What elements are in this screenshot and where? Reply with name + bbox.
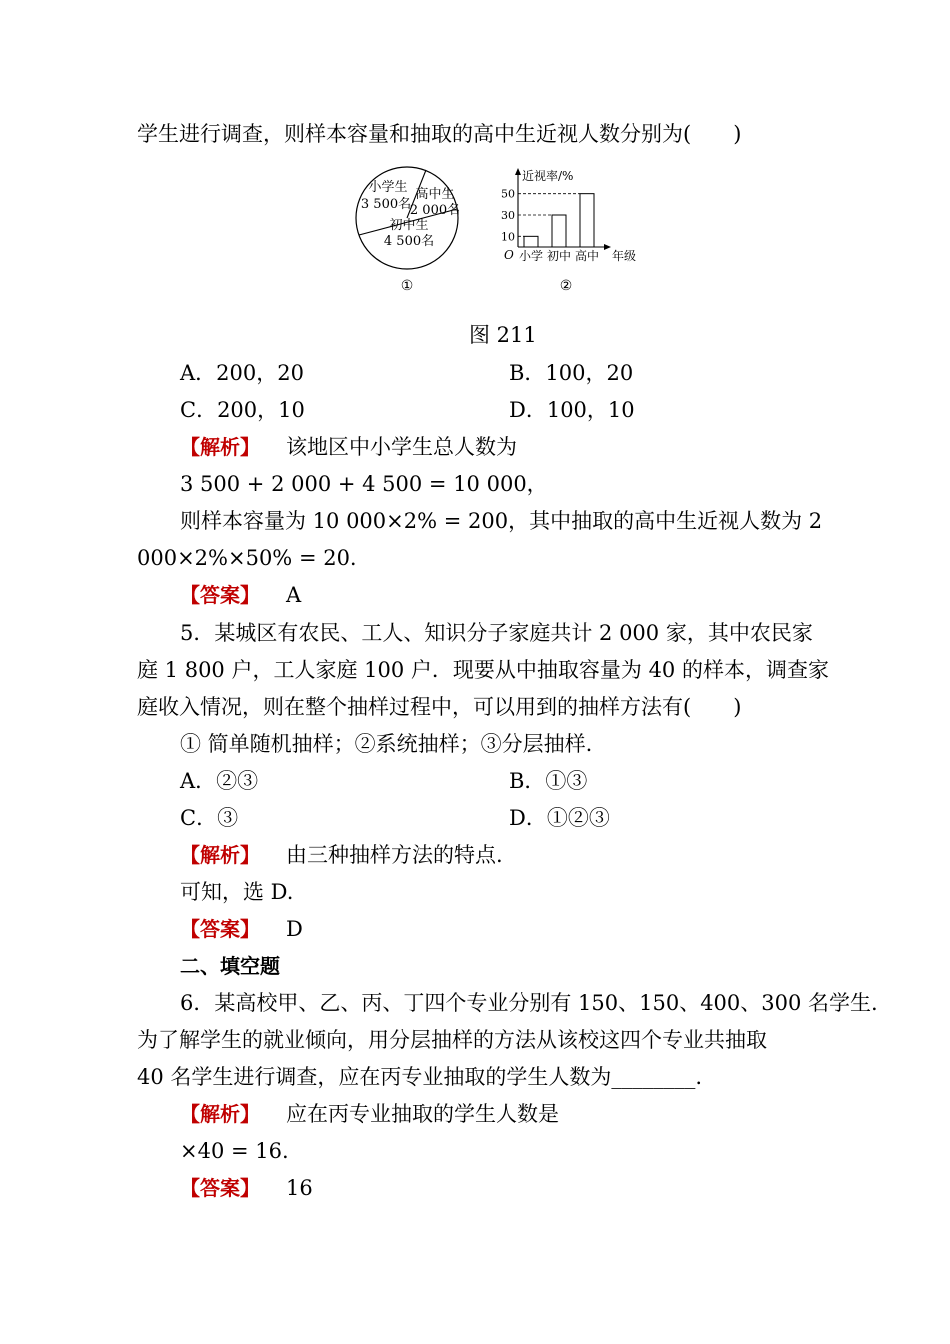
pie-count-high: 2 000名 xyxy=(409,203,461,218)
bar-1 xyxy=(524,236,538,247)
analysis-tag: 【解析】 xyxy=(180,1102,260,1126)
q5-option-a: A．②③ xyxy=(180,769,259,793)
y-tick-label: 30 xyxy=(501,209,515,222)
q4-answer xyxy=(180,580,301,610)
x-axis-arrow xyxy=(604,244,611,250)
q5-analysis-text-2: 可知，选 D. xyxy=(180,880,294,904)
q4-analysis xyxy=(180,432,517,462)
pie-label-primary: 小学生 xyxy=(368,180,408,195)
q4-analysis-text-1: 该地区中小学生总人数为 xyxy=(286,435,517,459)
q6-analysis-text-1: 应在丙专业抽取的学生人数是 xyxy=(286,1102,559,1126)
q4-option-a: A．200，20 xyxy=(180,361,304,385)
q5-option-d: D．①②③ xyxy=(509,806,610,830)
q6-stem-2: 为了解学生的就业倾向，用分层抽样的方法从该校这四个专业共抽取 xyxy=(137,1028,767,1052)
q4-analysis-text-3: 则样本容量为 10 000×2% = 200，其中抽取的高中生近视人数为 2 xyxy=(180,509,823,533)
bar-chart xyxy=(501,168,636,294)
pie-label-junior: 初中生 xyxy=(389,218,429,233)
x-tick-label: 初中 xyxy=(546,249,572,263)
q4-option-d: D．100，10 xyxy=(509,398,635,422)
section-heading: 二、填空题 xyxy=(180,954,280,978)
pie-count-junior: 4 500名 xyxy=(383,234,435,249)
q5-analysis xyxy=(180,840,503,870)
figure-211 xyxy=(355,165,655,300)
answer-tag: 【答案】 xyxy=(180,583,260,607)
q5-stem-3: 庭收入情况，则在整个抽样过程中，可以用到的抽样方法有( ) xyxy=(137,695,742,719)
q6-answer xyxy=(180,1173,313,1203)
q5-analysis-text-1: 由三种抽样方法的特点. xyxy=(286,843,503,867)
x-tick-label: 小学 xyxy=(518,249,544,263)
q4-analysis-text-4: 000×2%×50% = 20. xyxy=(137,546,357,570)
answer-tag: 【答案】 xyxy=(180,1176,260,1200)
q6-analysis xyxy=(180,1099,559,1129)
q6-stem-3: 40 名学生进行调查，应在丙专业抽取的学生人数为________. xyxy=(137,1065,703,1089)
pie-chart xyxy=(356,167,460,294)
figure-caption: 图 211 xyxy=(469,323,537,347)
x-tick-label: 高中 xyxy=(574,249,600,263)
y-axis-label: 近视率/% xyxy=(522,169,574,183)
bar-2 xyxy=(552,215,566,247)
q4-option-b: B．100，20 xyxy=(509,361,634,385)
answer-tag: 【答案】 xyxy=(180,917,260,941)
q6-answer-value: 16 xyxy=(286,1176,313,1200)
pie-caption: ① xyxy=(400,278,414,294)
pie-count-primary: 3 500名 xyxy=(360,197,412,212)
q6-analysis-text-2: ×40 = 16. xyxy=(180,1139,289,1163)
q4-option-c: C．200，10 xyxy=(180,398,305,422)
y-tick-label: 50 xyxy=(501,187,515,201)
q4-answer-value: A xyxy=(286,583,302,607)
bar-caption: ② xyxy=(559,278,573,294)
q5-answer xyxy=(180,914,303,944)
q4-analysis-text-2: 3 500 + 2 000 + 4 500 = 10 000， xyxy=(180,472,548,496)
analysis-tag: 【解析】 xyxy=(180,843,260,867)
q6-stem-1: 6．某高校甲、乙、丙、丁四个专业分别有 150、150、400、300 名学生. xyxy=(180,991,878,1015)
pie-label-high: 高中生 xyxy=(415,187,455,202)
bar-3 xyxy=(580,194,594,247)
y-axis-arrow xyxy=(515,168,521,175)
q5-answer-value: D xyxy=(286,917,303,941)
origin-label: O xyxy=(504,248,514,262)
q4-stem-end: 学生进行调查，则样本容量和抽取的高中生近视人数分别为( ) xyxy=(137,122,742,146)
x-axis-label: 年级 xyxy=(612,249,637,263)
q5-stem-1: 5．某城区有农民、工人、知识分子家庭共计 2 000 家，其中农民家 xyxy=(180,621,813,645)
q5-methods: ① 简单随机抽样；②系统抽样；③分层抽样. xyxy=(180,732,593,756)
q5-stem-2: 庭 1 800 户，工人家庭 100 户．现要从中抽取容量为 40 的样本，调查家 xyxy=(137,658,829,682)
analysis-tag: 【解析】 xyxy=(180,435,260,459)
q5-option-b: B．①③ xyxy=(509,769,588,793)
y-tick-label: 10 xyxy=(501,230,515,244)
q5-option-c: C．③ xyxy=(180,806,239,830)
